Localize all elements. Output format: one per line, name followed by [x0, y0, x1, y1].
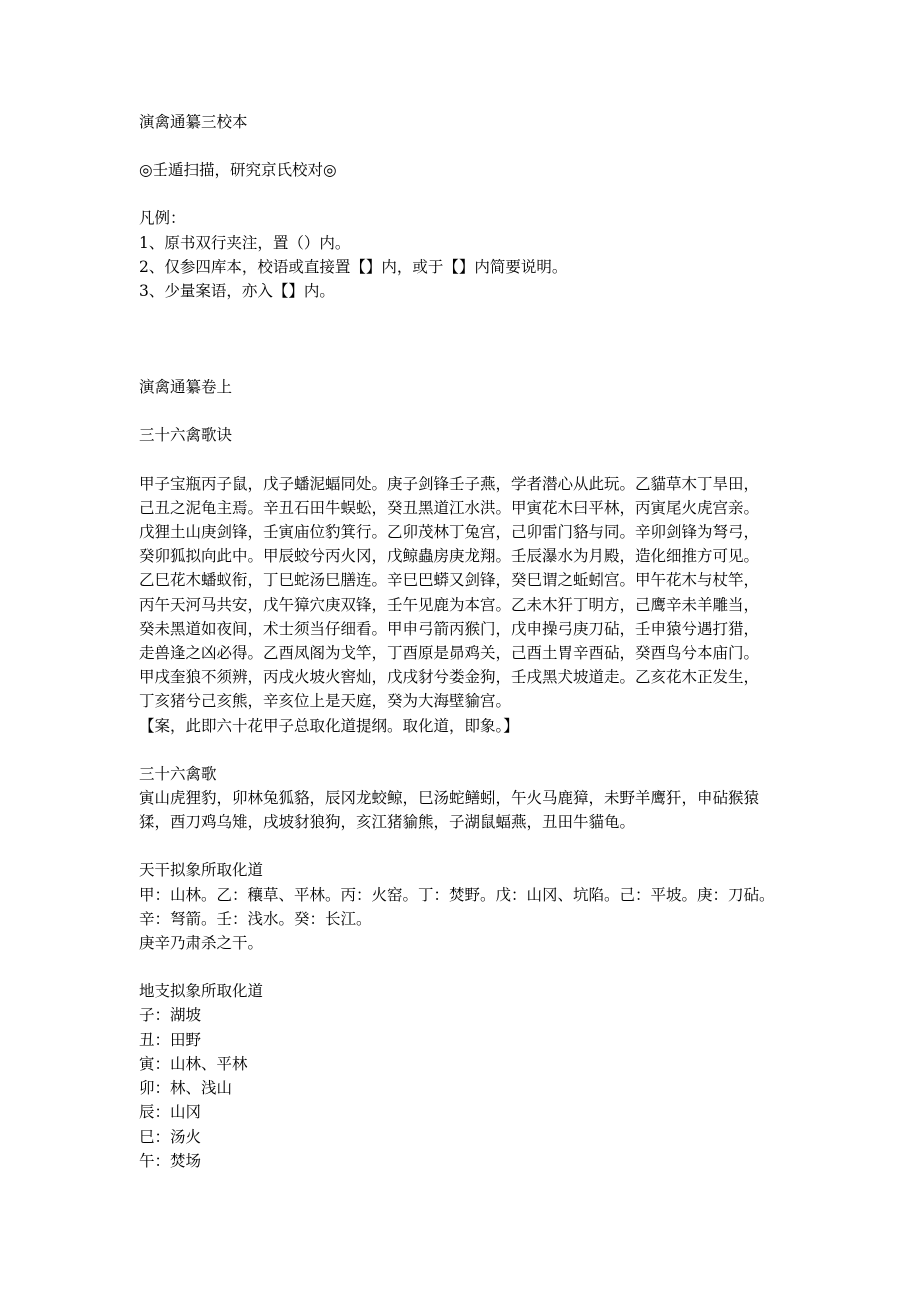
gejue-line: 癸未黑道如夜间，术士须当仔细看。甲申弓箭丙猴门，戊申操弓庚刀砧，壬申猿兮遇打猎，	[139, 619, 760, 638]
section-heading-qinge: 三十六禽歌	[139, 764, 217, 783]
gejue-line: 走兽逢之凶必得。乙酉凤阁为戈竿，丁酉原是昴鸡关，己酉土胃辛酉砧，癸酉鸟兮本庙门。	[139, 644, 760, 663]
tiangan-line: 辛：弩箭。壬：浅水。癸：长江。	[139, 909, 372, 928]
gejue-line: 甲子宝瓶丙子鼠，戊子蟠泥蝠同处。庚子剑锋壬子燕，学者潜心从此玩。乙貓草木丁旱田，	[139, 474, 760, 493]
qinge-line: 猱，酉刀鸡乌雉，戌坡豺狼狗，亥江猪貐熊，子湖鼠蝠燕，丑田牛貓龟。	[139, 813, 636, 832]
qinge-line: 寅山虎狸豹，卯林兔狐貉，辰冈龙蛟鲸，巳汤蛇鳝蚓，午火马鹿獐，未野羊鹰犴，申砧猴猿	[139, 789, 760, 808]
dizhi-item: 卯：林、浅山	[139, 1079, 233, 1098]
gejue-line: 己丑之泥龟主焉。辛丑石田牛蜈蚣，癸丑黑道江水洪。甲寅花木曰平林，丙寅尾火虎宫亲。	[139, 498, 760, 517]
tiangan-line: 甲：山林。乙：穰草、平林。丙：火窑。丁：焚野。戊：山冈、坑陷。己：平坡。庚：刀砧。	[139, 885, 775, 904]
tiangan-line: 庚辛乃肃杀之干。	[139, 934, 264, 953]
gejue-line: 癸卯狐拟向此中。甲辰蛟兮丙火冈，戊鲸蟲房庚龙翔。壬辰瀑水为月殿，造化细推方可见。	[139, 547, 760, 566]
dizhi-item: 辰：山冈	[139, 1103, 202, 1122]
fanli-item: 1、原书双行夹注，置（）内。	[139, 233, 351, 252]
dizhi-item: 寅：山林、平林	[139, 1054, 248, 1073]
gejue-line: 甲戌奎狼不须辨，丙戌火坡火窖灿，戊戌豺兮娄金狗，壬戌黑犬坡道走。乙亥花木正发生，	[139, 668, 760, 687]
document-title: 演禽通纂三校本	[139, 113, 248, 131]
section-heading-gejue: 三十六禽歌诀	[139, 426, 233, 445]
dizhi-item: 子：湖坡	[139, 1006, 202, 1025]
document-page	[139, 110, 794, 1173]
dizhi-item: 丑：田野	[139, 1030, 202, 1049]
section-heading-tiangan: 天干拟象所取化道	[139, 861, 264, 880]
dizhi-item: 午：焚场	[139, 1151, 202, 1170]
gejue-line: 戊狸土山庚剑锋，壬寅庙位豹箕行。乙卯茂林丁兔宫，己卯雷门貉与同。辛卯剑锋为弩弓，	[139, 523, 760, 542]
gejue-line: 丁亥猪兮己亥熊，辛亥位上是天庭，癸为大海壁貐宫。	[139, 692, 512, 711]
fanli-item: 2、仅参四库本，校语或直接置【】内，或于【】内简要说明。	[139, 257, 568, 276]
editor-note: 【案，此即六十花甲子总取化道提纲。取化道，即象。】	[139, 716, 519, 735]
scan-credit: ◎壬遁扫描，研究京氏校对◎	[139, 161, 337, 180]
fanli-heading: 凡例：	[139, 209, 186, 228]
gejue-line: 丙午天河马共安，戊午獐穴庚双锋，壬午见鹿为本宫。乙未木犴丁明方，己鹰辛未羊雕当，	[139, 595, 760, 614]
dizhi-item: 巳：汤火	[139, 1127, 202, 1146]
fanli-item: 3、少量案语，亦入【】内。	[139, 282, 335, 301]
gejue-line: 乙巳花木蟠蚁衔，丁巳蛇汤巳膳连。辛巳巴蟒又剑锋，癸巳谓之蚯蚓宫。甲午花木与杖竿，	[139, 571, 760, 590]
volume-title: 演禽通纂卷上	[139, 378, 233, 397]
section-heading-dizhi: 地支拟象所取化道	[139, 982, 264, 1001]
